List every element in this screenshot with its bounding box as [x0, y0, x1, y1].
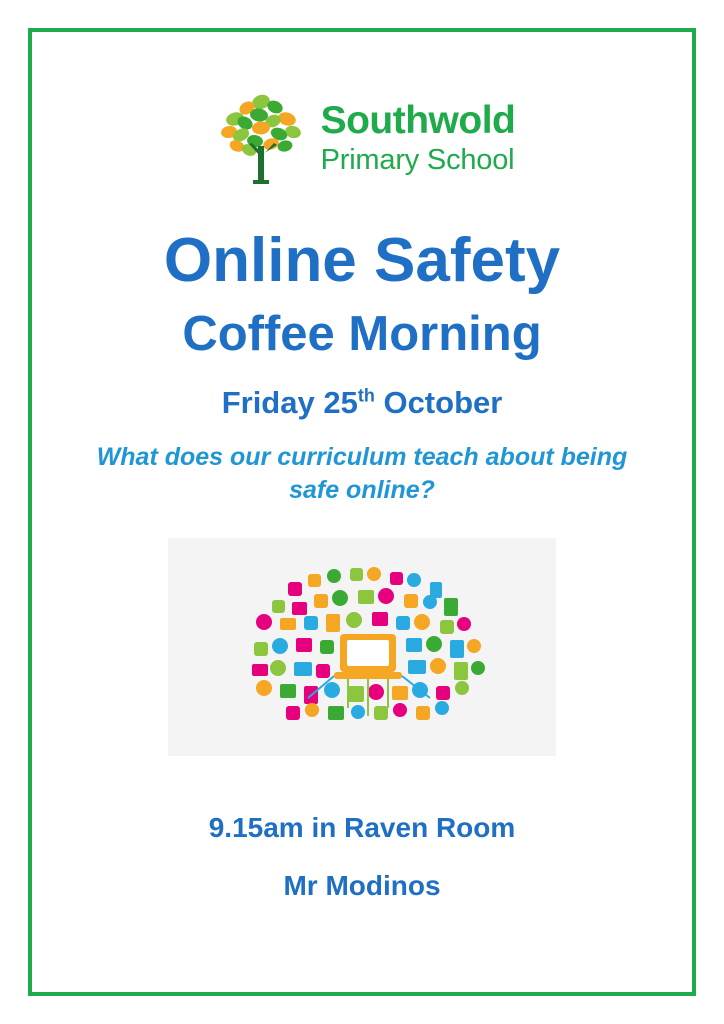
page-subtitle: Coffee Morning: [182, 307, 542, 362]
event-presenter: Mr Modinos: [283, 870, 441, 902]
event-date-month: October: [383, 384, 503, 420]
poster-content: [40, 40, 684, 984]
event-date-day-name: Friday: [221, 384, 315, 420]
page-title: Online Safety: [163, 226, 561, 295]
technology-icons-brain-illustration: [168, 538, 556, 756]
school-logo-text: [321, 101, 516, 175]
event-date-ordinal: th: [357, 385, 375, 406]
event-question: What does our curriculum teach about being safe online?: [96, 442, 628, 505]
event-date-day-number: 25: [323, 384, 358, 420]
event-date: [222, 385, 503, 421]
school-logo: [209, 86, 516, 190]
school-name-line2: Primary School: [320, 144, 515, 176]
tree-logo-icon: [209, 86, 313, 190]
school-name-line1: Southwold: [320, 99, 516, 142]
event-location: 9.15am in Raven Room: [208, 812, 516, 844]
